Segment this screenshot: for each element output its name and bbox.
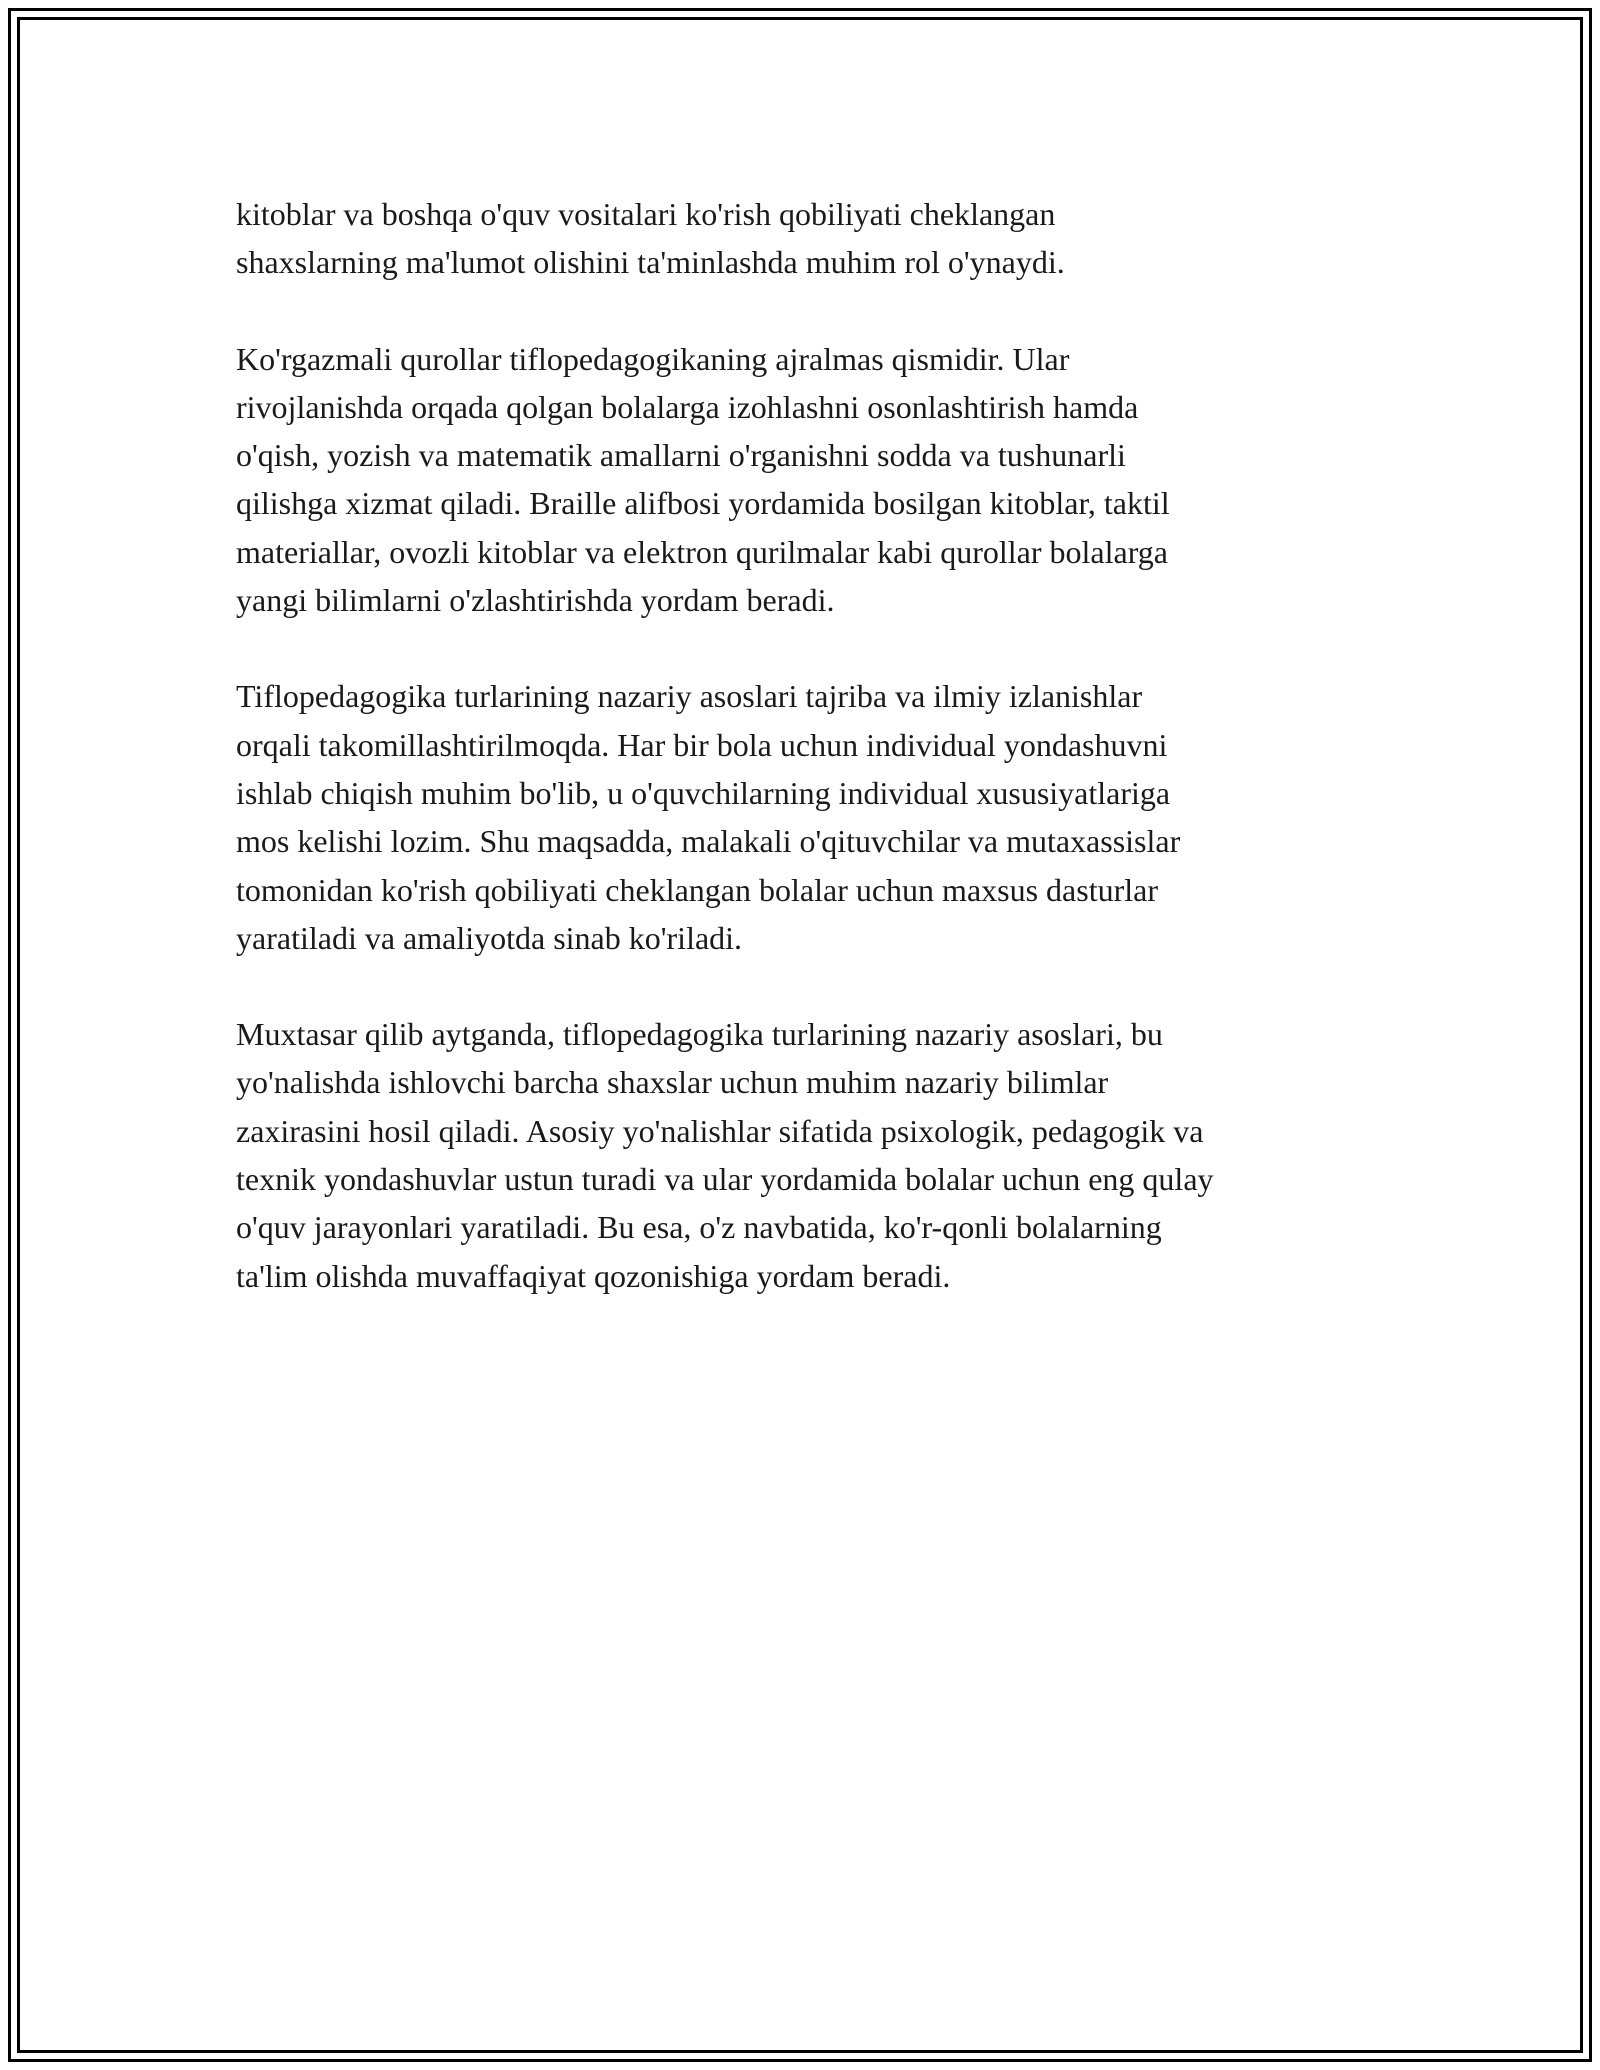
paragraph-1 (236, 190, 1368, 287)
text-line: ishlab chiqish muhim bo'lib, u o'quvchilarning individual xususiyatlariga (236, 774, 1171, 811)
text-line: ta'lim olishda muvaffaqiyat qozonishiga yordam beradi. (236, 1257, 951, 1294)
text-line: shaxslarning ma'lumot olishini ta'minlashda muhim rol o'ynaydi. (236, 244, 1065, 281)
paragraph-4 (236, 1010, 1368, 1300)
text-line: Ko'rgazmali qurollar tiflopedagogikaning ajralmas qismidir. Ular (236, 340, 1070, 377)
document-body (236, 190, 1368, 1348)
text-line: yo'nalishda ishlovchi barcha shaxslar uchun muhim nazariy bilimlar (236, 1064, 1109, 1101)
text-line: zaxirasini hosil qiladi. Asosiy yo'nalishlar sifatida psixologik, pedagogik va (236, 1112, 1204, 1149)
text-line: o'qish, yozish va matematik amallarni o'rganishni sodda va tushunarli (236, 437, 1126, 474)
text-line: tomonidan ko'rish qobiliyati cheklangan bolalar uchun maxsus dasturlar (236, 871, 1158, 908)
text-line: o'quv jarayonlari yaratiladi. Bu esa, o'z navbatida, ko'r-qonli bolalarning (236, 1209, 1162, 1246)
text-line: Muxtasar qilib aytganda, tiflopedagogika turlarining nazariy asoslari, bu (236, 1016, 1163, 1053)
text-line: Tiflopedagogika turlarining nazariy asoslari tajriba va ilmiy izlanishlar (236, 678, 1143, 715)
text-line: yaratiladi va amaliyotda sinab ko'riladi. (236, 919, 743, 956)
text-line: texnik yondashuvlar ustun turadi va ular yordamida bolalar uchun eng qulay (236, 1161, 1214, 1198)
text-line: orqali takomillashtirilmoqda. Har bir bola uchun individual yondashuvni (236, 726, 1168, 763)
text-line: qilishga xizmat qiladi. Braille alifbosi yordamida bosilgan kitoblar, taktil (236, 485, 1170, 522)
paragraph-3 (236, 672, 1368, 962)
text-line: rivojlanishda orqada qolgan bolalarga izohlashni osonlashtirish hamda (236, 388, 1139, 425)
text-line: mos kelishi lozim. Shu maqsadda, malakali o'qituvchilar va mutaxassislar (236, 823, 1181, 860)
paragraph-2 (236, 335, 1368, 625)
text-line: materiallar, ovozli kitoblar va elektron qurilmalar kabi qurollar bolalarga (236, 533, 1168, 570)
text-line: kitoblar va boshqa o'quv vositalari ko'rish qobiliyati cheklangan (236, 196, 1056, 232)
text-line: yangi bilimlarni o'zlashtirishda yordam beradi. (236, 582, 835, 619)
